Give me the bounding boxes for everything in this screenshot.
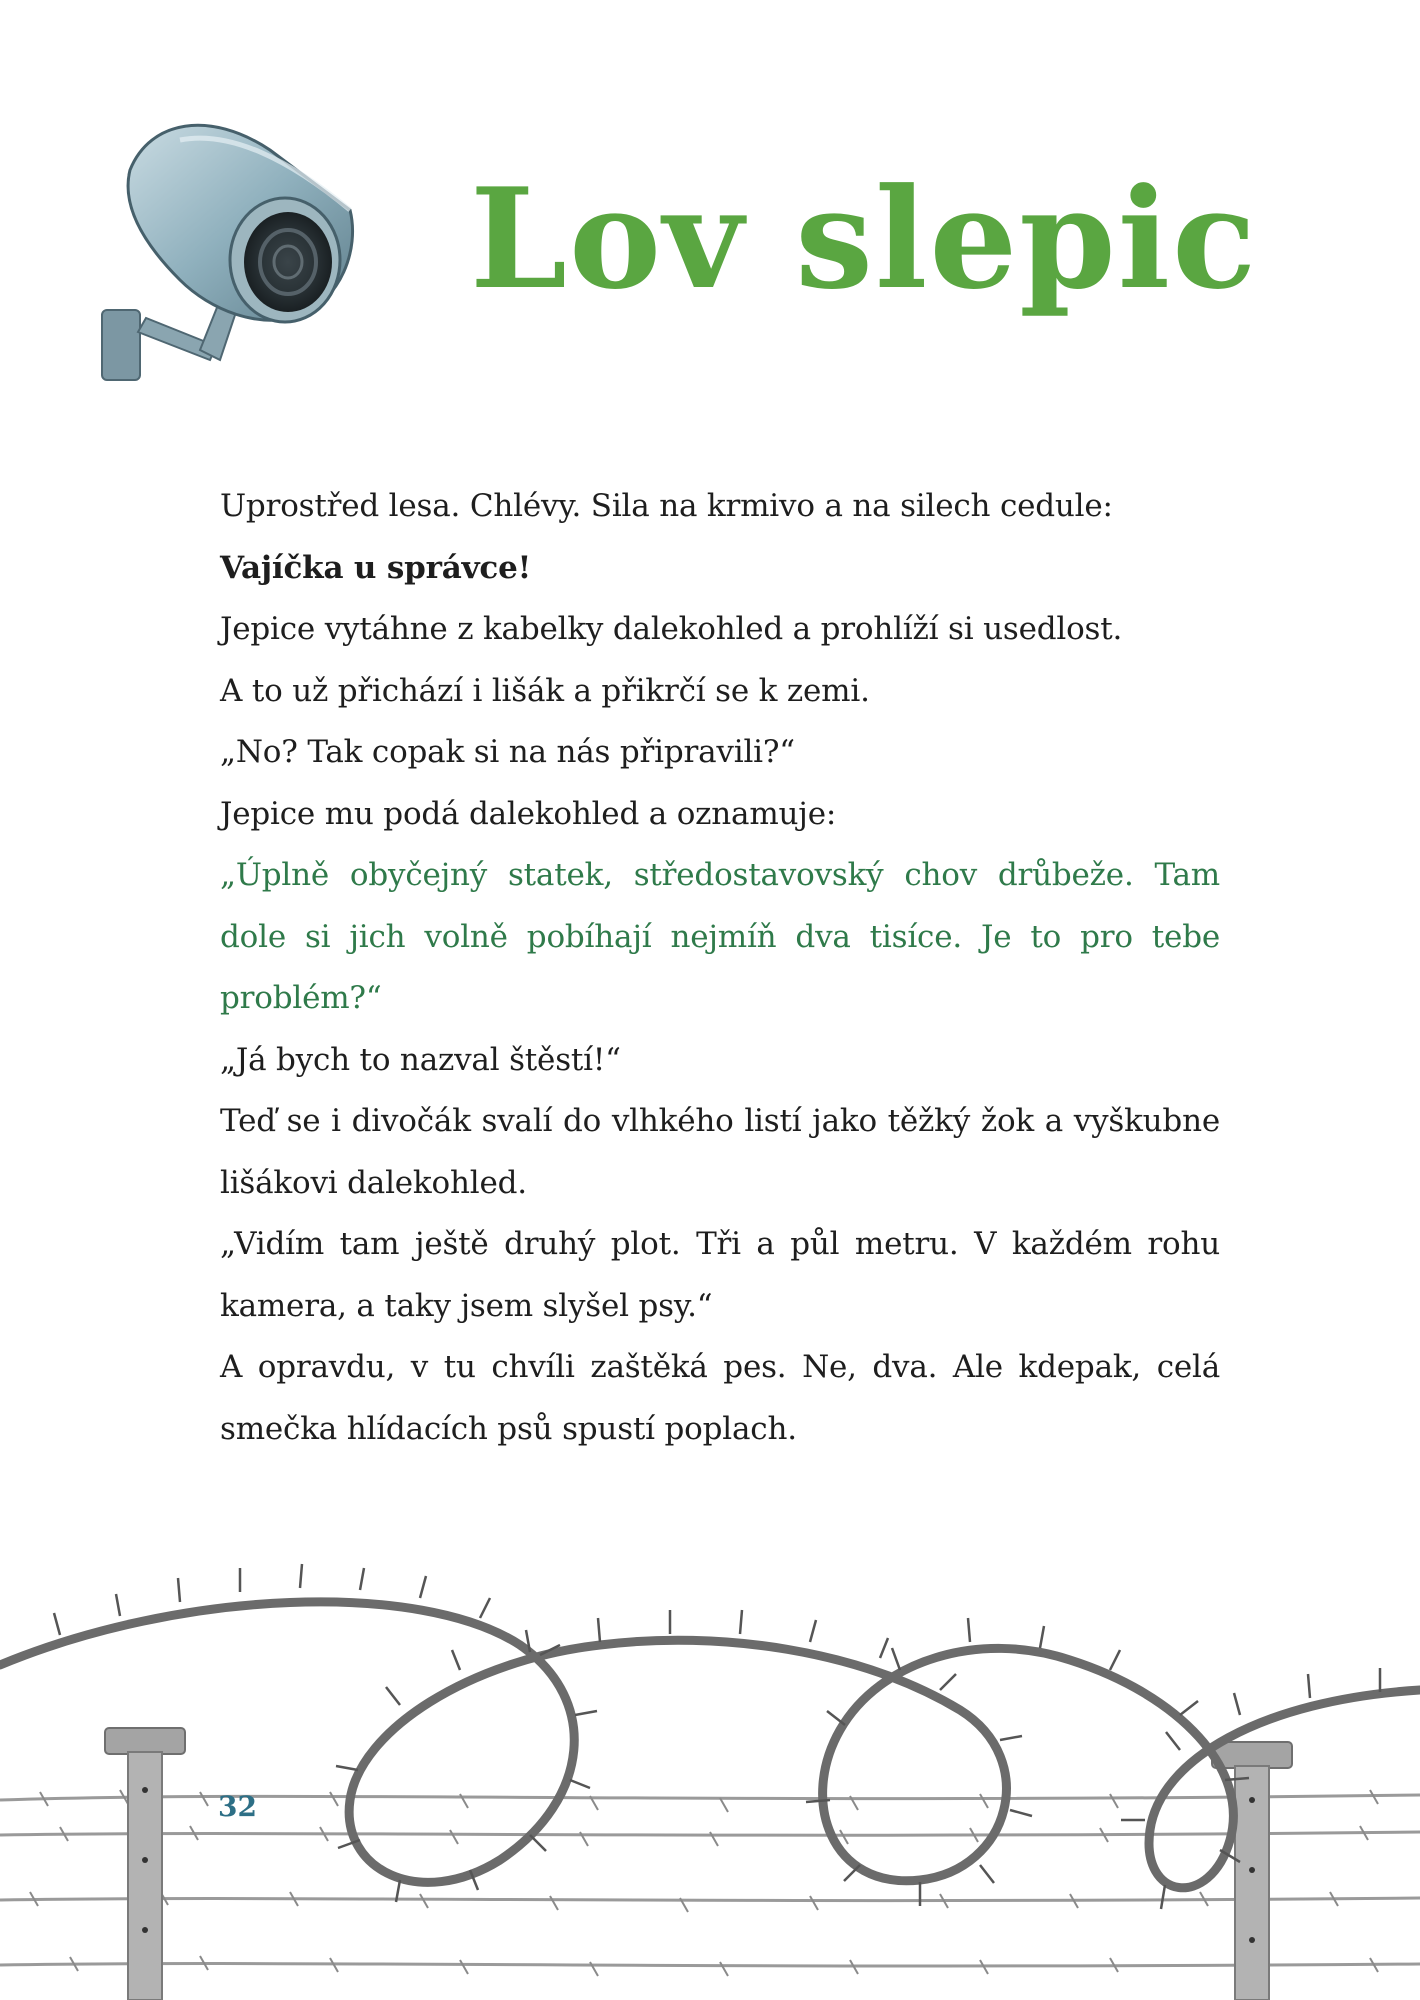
dialogue-line: „No? Tak copak si na nás připravili?“	[220, 734, 795, 770]
sign-text: Vajíčka u správce!	[220, 549, 532, 586]
page-number: 32	[218, 1790, 257, 1823]
barbed-wire-fence	[0, 1470, 1420, 2000]
chapter-title: Lov slepic	[470, 157, 1259, 320]
paragraph: A to už přichází i lišák a přikrčí se k zemi.	[220, 672, 870, 709]
paragraph: Jepice vytáhne z kabelky dalekohled a prohlíží si usedlost.	[220, 611, 1123, 647]
paragraph: Uprostřed lesa. Chlévy. Sila na krmivo a na silech cedule:	[220, 488, 1113, 524]
body-text	[220, 476, 1220, 1460]
paragraph: Jepice mu podá dalekohled a oznamuje:	[220, 795, 837, 832]
fence-post-left	[105, 1728, 185, 2000]
dialogue-line-green: „Úplně obyčejný statek, středostavovský chov drůbeže. Tam dole si jich volně pobíhají nejmíň dva tisíce. Je to pro tebe problém?“	[220, 857, 1220, 1016]
paragraph: Teď se i divočák svalí do vlhkého listí jako těžký žok a vyškubne lišákovi dalekohled.	[220, 1103, 1220, 1201]
security-camera-icon	[60, 60, 370, 420]
paragraph: A opravdu, v tu chvíli zaštěká pes. Ne, dva. Ale kdepak, celá smečka hlídacích psů spustí poplach.	[220, 1349, 1220, 1447]
dialogue-line: „Já bych to nazval štěstí!“	[220, 1041, 621, 1078]
dialogue-line: „Vidím tam ještě druhý plot. Tři a půl metru. V každém rohu kamera, a taky jsem slyšel psy.“	[220, 1226, 1220, 1324]
